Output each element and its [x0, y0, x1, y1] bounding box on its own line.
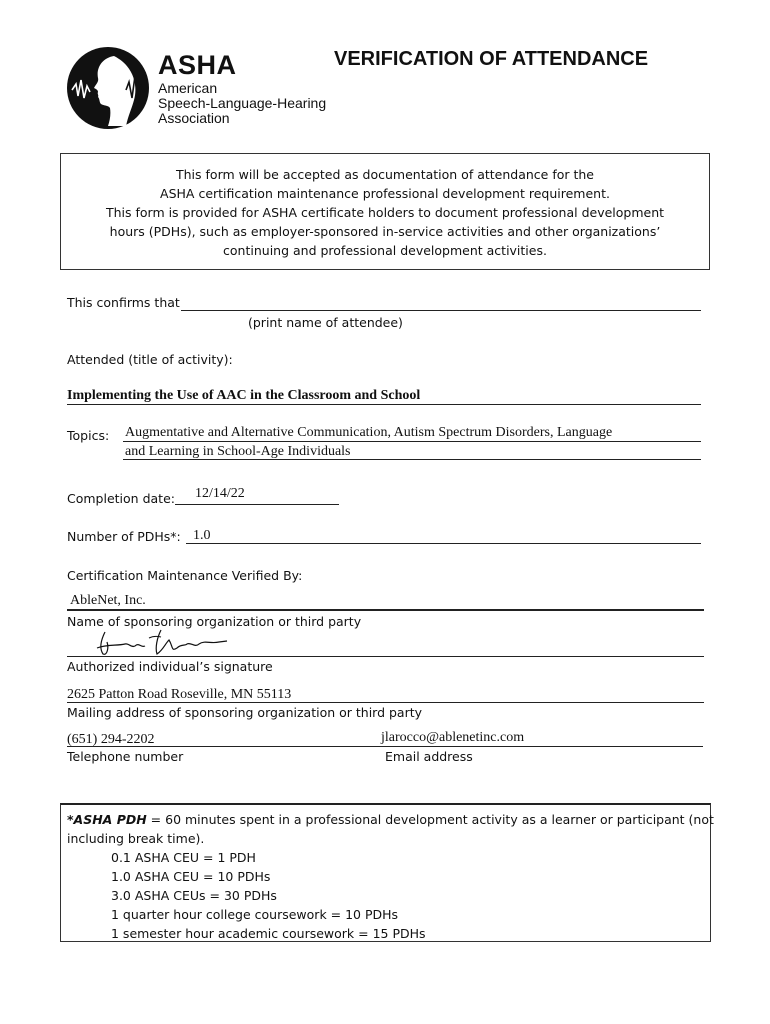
topics-line-2: and Learning in School-Age Individuals	[125, 444, 351, 459]
phone-caption: Telephone number	[67, 749, 184, 764]
pdh-definition-text: = 60 minutes spent in a professional development activity as a learner or participant (not	[146, 812, 714, 827]
conversion-item: 3.0 ASHA CEUs = 30 PDHs	[111, 888, 277, 903]
signature-field[interactable]	[67, 636, 704, 657]
completion-label: Completion date:	[67, 491, 175, 506]
completion-date-field[interactable]	[175, 484, 339, 505]
logo-line-2: Speech-Language-Hearing	[158, 95, 327, 111]
activity-title-field[interactable]	[67, 386, 701, 405]
pdh-definition	[67, 810, 714, 829]
intro-line: continuing and professional development activities.	[223, 243, 547, 258]
address-field[interactable]	[67, 685, 704, 703]
activity-title-value: Implementing the Use of AAC in the Classroom and School	[67, 388, 421, 403]
phone-value: (651) 294-2202	[67, 732, 155, 747]
attendee-caption: (print name of attendee)	[248, 315, 403, 330]
logo-acronym: ASHA	[158, 50, 237, 80]
verified-label: Certification Maintenance Verified By:	[67, 568, 303, 583]
intro-line: hours (PDHs), such as employer-sponsored in-service activities and other organizations’	[109, 224, 661, 239]
asha-head-profile-icon	[66, 46, 150, 130]
logo-line-1: American	[158, 80, 218, 96]
conversion-item: 0.1 ASHA CEU = 1 PDH	[111, 850, 256, 865]
attendee-name-field[interactable]	[181, 295, 701, 311]
address-caption: Mailing address of sponsoring organization or third party	[67, 705, 423, 720]
phone-field[interactable]	[67, 730, 703, 747]
intro-line: This form will be accepted as documentation of attendance for the	[176, 167, 594, 182]
conversion-item: 1 quarter hour college coursework = 10 PDHs	[111, 907, 399, 922]
attended-label: Attended (title of activity):	[67, 352, 233, 367]
org-name-value: AbleNet, Inc.	[70, 593, 146, 608]
intro-line: ASHA certification maintenance professional development requirement.	[160, 186, 610, 201]
conversion-item: 1 semester hour academic coursework = 15 PDHs	[111, 926, 426, 941]
topics-label: Topics:	[67, 428, 110, 443]
topics-field-line-2[interactable]	[123, 442, 701, 460]
org-caption: Name of sponsoring organization or third party	[67, 614, 362, 629]
pdh-term: *ASHA PDH	[67, 812, 147, 827]
signature-image	[87, 626, 247, 660]
email-value: jlarocco@ablenetinc.com	[381, 730, 525, 745]
conversion-item: 1.0 ASHA CEU = 10 PDHs	[111, 869, 271, 884]
intro-box	[60, 153, 710, 270]
pdh-label: Number of PDHs*:	[67, 529, 181, 544]
page-title: VERIFICATION OF ATTENDANCE	[334, 48, 649, 70]
pdh-definition-cont: including break time).	[67, 831, 205, 846]
logo-line-3: Association	[158, 110, 230, 126]
topics-line-1: Augmentative and Alternative Communication, Autism Spectrum Disorders, Language	[125, 425, 613, 440]
email-caption: Email address	[385, 749, 473, 764]
confirms-label: This confirms that	[67, 295, 180, 310]
pdh-definition-box	[60, 803, 714, 942]
pdh-field[interactable]	[186, 526, 701, 544]
org-name-field[interactable]	[67, 591, 704, 611]
intro-line: This form is provided for ASHA certificate holders to document professional development	[105, 205, 665, 220]
pdh-value: 1.0	[193, 528, 211, 543]
completion-date-value: 12/14/22	[195, 486, 245, 501]
topics-field-line-1[interactable]	[123, 423, 701, 442]
address-value: 2625 Patton Road Roseville, MN 55113	[67, 687, 292, 702]
signature-caption: Authorized individual’s signature	[67, 659, 273, 674]
asha-logo	[66, 46, 346, 130]
